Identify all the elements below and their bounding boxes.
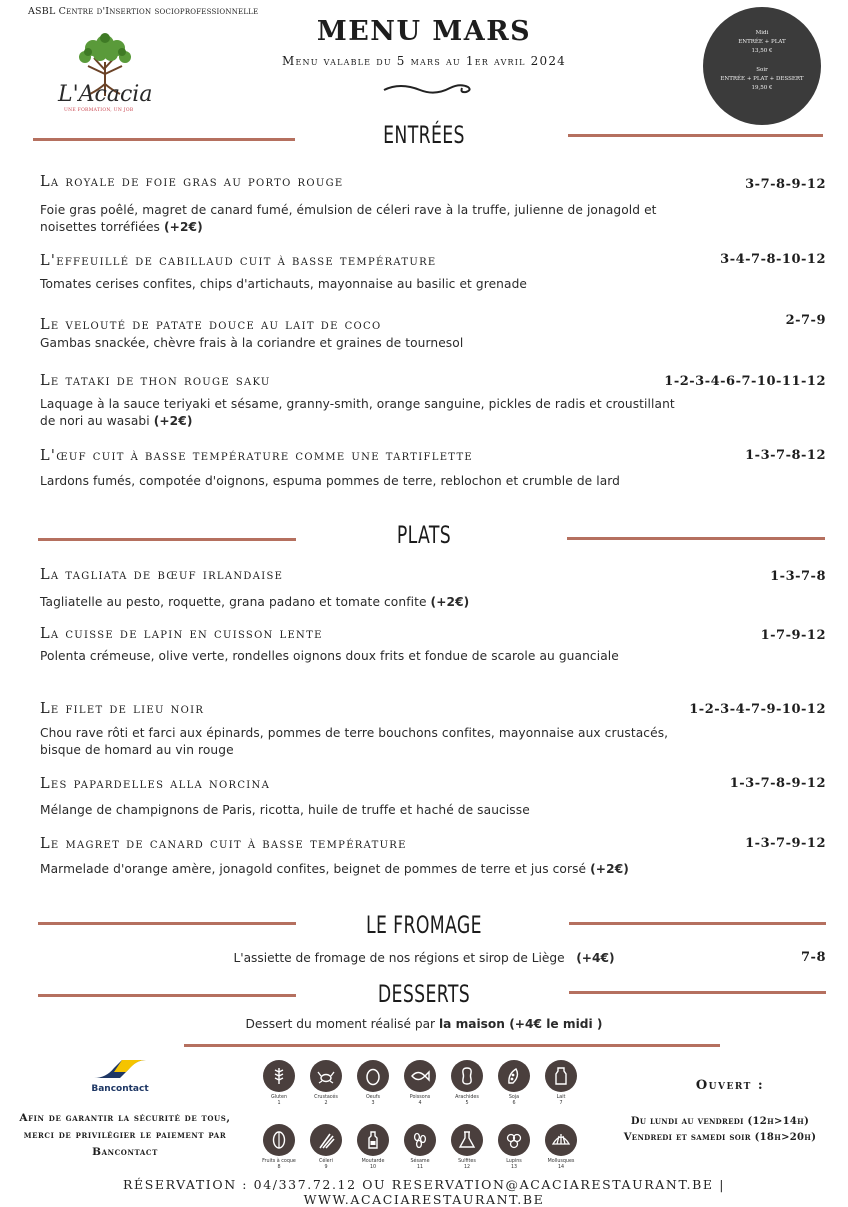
bancontact-logo (80, 1058, 160, 1094)
allergen-item (450, 1060, 484, 1107)
flourish-icon (380, 78, 475, 100)
allergen-item (309, 1060, 343, 1107)
opening-evenings: Vendredi et samedi soir (18h>20h) (623, 1132, 817, 1143)
allergen-number: 11 (416, 1165, 424, 1170)
dish-description: Gambas snackée, chèvre frais à la coriandre et graines de tournesol (40, 336, 464, 350)
shell-icon (545, 1124, 577, 1156)
bancontact-icon (92, 1058, 148, 1082)
fromage-description: L'assiette de fromage de nos régions et sirop de Liège (+4€) (233, 951, 615, 965)
fromage-allergens: 7-8 (801, 950, 826, 965)
dish-allergens: 1-3-7-9-12 (745, 836, 826, 851)
allergen-item (497, 1060, 531, 1107)
allergen-label: Gluten (271, 1095, 287, 1100)
dish-name: Le magret de canard cuit à basse température (40, 836, 407, 852)
allergen-number: 3 (371, 1101, 375, 1106)
allergen-item (356, 1060, 390, 1107)
dish-description: Chou rave rôti et farci aux épinards, pommes de terre bouchons confites, mayonnaise aux crustacés, bisque de homard au vin rouge (40, 726, 669, 757)
bancontact-label: Bancontact (91, 1084, 149, 1094)
divider (184, 1044, 720, 1047)
fish-icon (404, 1060, 436, 1092)
opening-title: Ouvert : (695, 1078, 765, 1093)
dish-allergens: 1-3-7-8-9-12 (729, 776, 826, 791)
opening-hours (600, 1114, 840, 1146)
dish-name: La royale de foie gras au porto rouge (40, 174, 344, 190)
sesame-icon (404, 1124, 436, 1156)
allergen-label: Moutarde (361, 1159, 385, 1164)
section-title-desserts: DESSERTS (377, 980, 471, 1008)
allergen-label: Lupins (506, 1159, 522, 1164)
allergen-label: Soja (508, 1095, 520, 1100)
celery-icon (310, 1124, 342, 1156)
allergen-label: Lait (556, 1095, 566, 1100)
dish-description: Lardons fumés, compotée d'oignons, espuma pommes de terre, reblochon et crumble de lard (40, 474, 621, 488)
dish-name: L'œuf cuit à basse température comme une tartiflette (40, 448, 474, 464)
dish-description: Laquage à la sauce teriyaki et sésame, granny-smith, orange sanguine, pickles de radis et croustillant de nori au wasabi (+2€) (40, 397, 675, 428)
sulfite-icon (451, 1124, 483, 1156)
allergen-number: 9 (324, 1165, 328, 1170)
dish-description: Polenta crémeuse, olive verte, rondelles oignons doux frits et fondue de scarole au guanciale (40, 649, 619, 663)
allergen-number: 2 (324, 1101, 328, 1106)
dessert-description: Dessert du moment réalisé par la maison (+4€ le midi ) (245, 1017, 603, 1031)
allergen-label: Mollusques (547, 1159, 575, 1164)
allergen-number: 8 (277, 1165, 281, 1170)
milk-icon (545, 1060, 577, 1092)
dish-name: Le velouté de patate douce au lait de coco (40, 317, 382, 333)
section-title-fromage: LE FROMAGE (366, 911, 482, 939)
dish-name: L'effeuillé de cabillaud cuit à basse température (40, 253, 437, 269)
nut-icon (263, 1124, 295, 1156)
badge-soir-price: 19,50 € (751, 85, 773, 91)
allergen-label: Crustacés (314, 1095, 338, 1100)
mustard-icon (357, 1124, 389, 1156)
logo-wordmark: L'Acacia (58, 82, 153, 107)
allergen-number: 1 (277, 1101, 281, 1106)
section-title-entrees: ENTRÉES (383, 121, 465, 149)
allergen-number: 4 (418, 1101, 422, 1106)
dish-allergens: 1-2-3-4-7-9-10-12 (689, 702, 826, 717)
dish-name: La cuisse de lapin en cuisson lente (40, 626, 323, 642)
allergen-item (403, 1060, 437, 1107)
badge-soir-formula: ENTRÉE + PLAT + DESSERT (720, 76, 804, 82)
allergen-label: Sésame (410, 1159, 430, 1164)
page-title: MENU MARS (316, 16, 532, 47)
allergen-item (262, 1124, 296, 1171)
logo-tagline: UNE FORMATION, UN JOB (64, 108, 134, 113)
dish-name: La tagliata de bœuf irlandaise (40, 567, 284, 583)
dish-description: Mélange de champignons de Paris, ricotta, huile de truffe et haché de saucisse (40, 803, 530, 817)
allergen-label: Arachides (455, 1095, 479, 1100)
allergen-number: 5 (465, 1101, 469, 1106)
allergen-item (544, 1060, 578, 1107)
allergen-label: Céleri (319, 1159, 333, 1164)
opening-weekdays: Du lundi au vendredi (12h>14h) (630, 1116, 810, 1127)
allergen-item (309, 1124, 343, 1171)
badge-midi-price: 13,50 € (751, 48, 773, 54)
dish-allergens: 3-7-8-9-12 (745, 177, 826, 192)
dish-name: Le filet de lieu noir (40, 701, 205, 717)
dish-description: Foie gras poêlé, magret de canard fumé, émulsion de céleri rave à la truffe, julienne de jonagold et noisettes torréfiées (+2€) (40, 203, 657, 234)
crab-icon (310, 1060, 342, 1092)
allergen-number: 10 (369, 1165, 377, 1170)
allergen-item (544, 1124, 578, 1171)
allergen-number: 12 (463, 1165, 471, 1170)
egg-icon (357, 1060, 389, 1092)
wheat-icon (263, 1060, 295, 1092)
dish-description: Tomates cerises confites, chips d'artichauts, mayonnaise au basilic et grenade (40, 277, 528, 291)
allergen-label: Poissons (409, 1095, 431, 1100)
dish-allergens: 3-4-7-8-10-12 (720, 252, 826, 267)
badge-midi-formula: ENTRÉE + PLAT (738, 39, 786, 45)
menu-validity: Menu valable du 5 mars au 1er avril 2024 (282, 54, 566, 68)
badge-midi: Midi (755, 30, 769, 36)
dish-name: Les papardelles alla norcina (40, 776, 271, 792)
allergen-number: 14 (557, 1165, 565, 1170)
dish-description: Marmelade d'orange amère, jonagold confites, beignet de pommes de terre et jus corsé (+2€) (40, 862, 629, 876)
allergen-label: Fruits à coque (262, 1159, 296, 1164)
reservation-footer: RÉSERVATION : 04/337.72.12 OU RESERVATION@ACACIARESTAURANT.BE | WWW.ACACIARESTAURANT.BE (122, 1177, 726, 1207)
peanut-icon (451, 1060, 483, 1092)
dish-allergens: 1-7-9-12 (760, 628, 826, 643)
organization-label: ASBL Centre d'Insertion socioprofessionnelle (28, 6, 259, 17)
dish-description: Tagliatelle au pesto, roquette, grana padano et tomate confite (+2€) (40, 595, 470, 609)
payment-note: Afin de garantir la sécurité de tous, merci de privilégier le paiement par Bancontact (19, 1112, 231, 1158)
lupin-icon (498, 1124, 530, 1156)
section-title-plats: PLATS (396, 521, 452, 549)
allergen-item (450, 1124, 484, 1171)
badge-soir: Soir (756, 67, 768, 73)
dish-name: Le tataki de thon rouge saku (40, 373, 271, 389)
allergen-item (356, 1124, 390, 1171)
dish-allergens: 2-7-9 (785, 313, 826, 328)
dish-allergens: 1-3-7-8-12 (745, 448, 826, 463)
allergen-number: 6 (512, 1101, 516, 1106)
price-badge (703, 7, 821, 125)
dish-allergens: 1-3-7-8 (770, 569, 826, 584)
allergen-label: Sulfites (458, 1159, 476, 1164)
allergen-label: Oeufs (366, 1095, 380, 1100)
allergen-item (497, 1124, 531, 1171)
allergen-number: 13 (510, 1165, 518, 1170)
allergen-item (262, 1060, 296, 1107)
soy-icon (498, 1060, 530, 1092)
allergen-item (403, 1124, 437, 1171)
allergen-number: 7 (559, 1101, 563, 1106)
dish-allergens: 1-2-3-4-6-7-10-11-12 (664, 374, 826, 389)
